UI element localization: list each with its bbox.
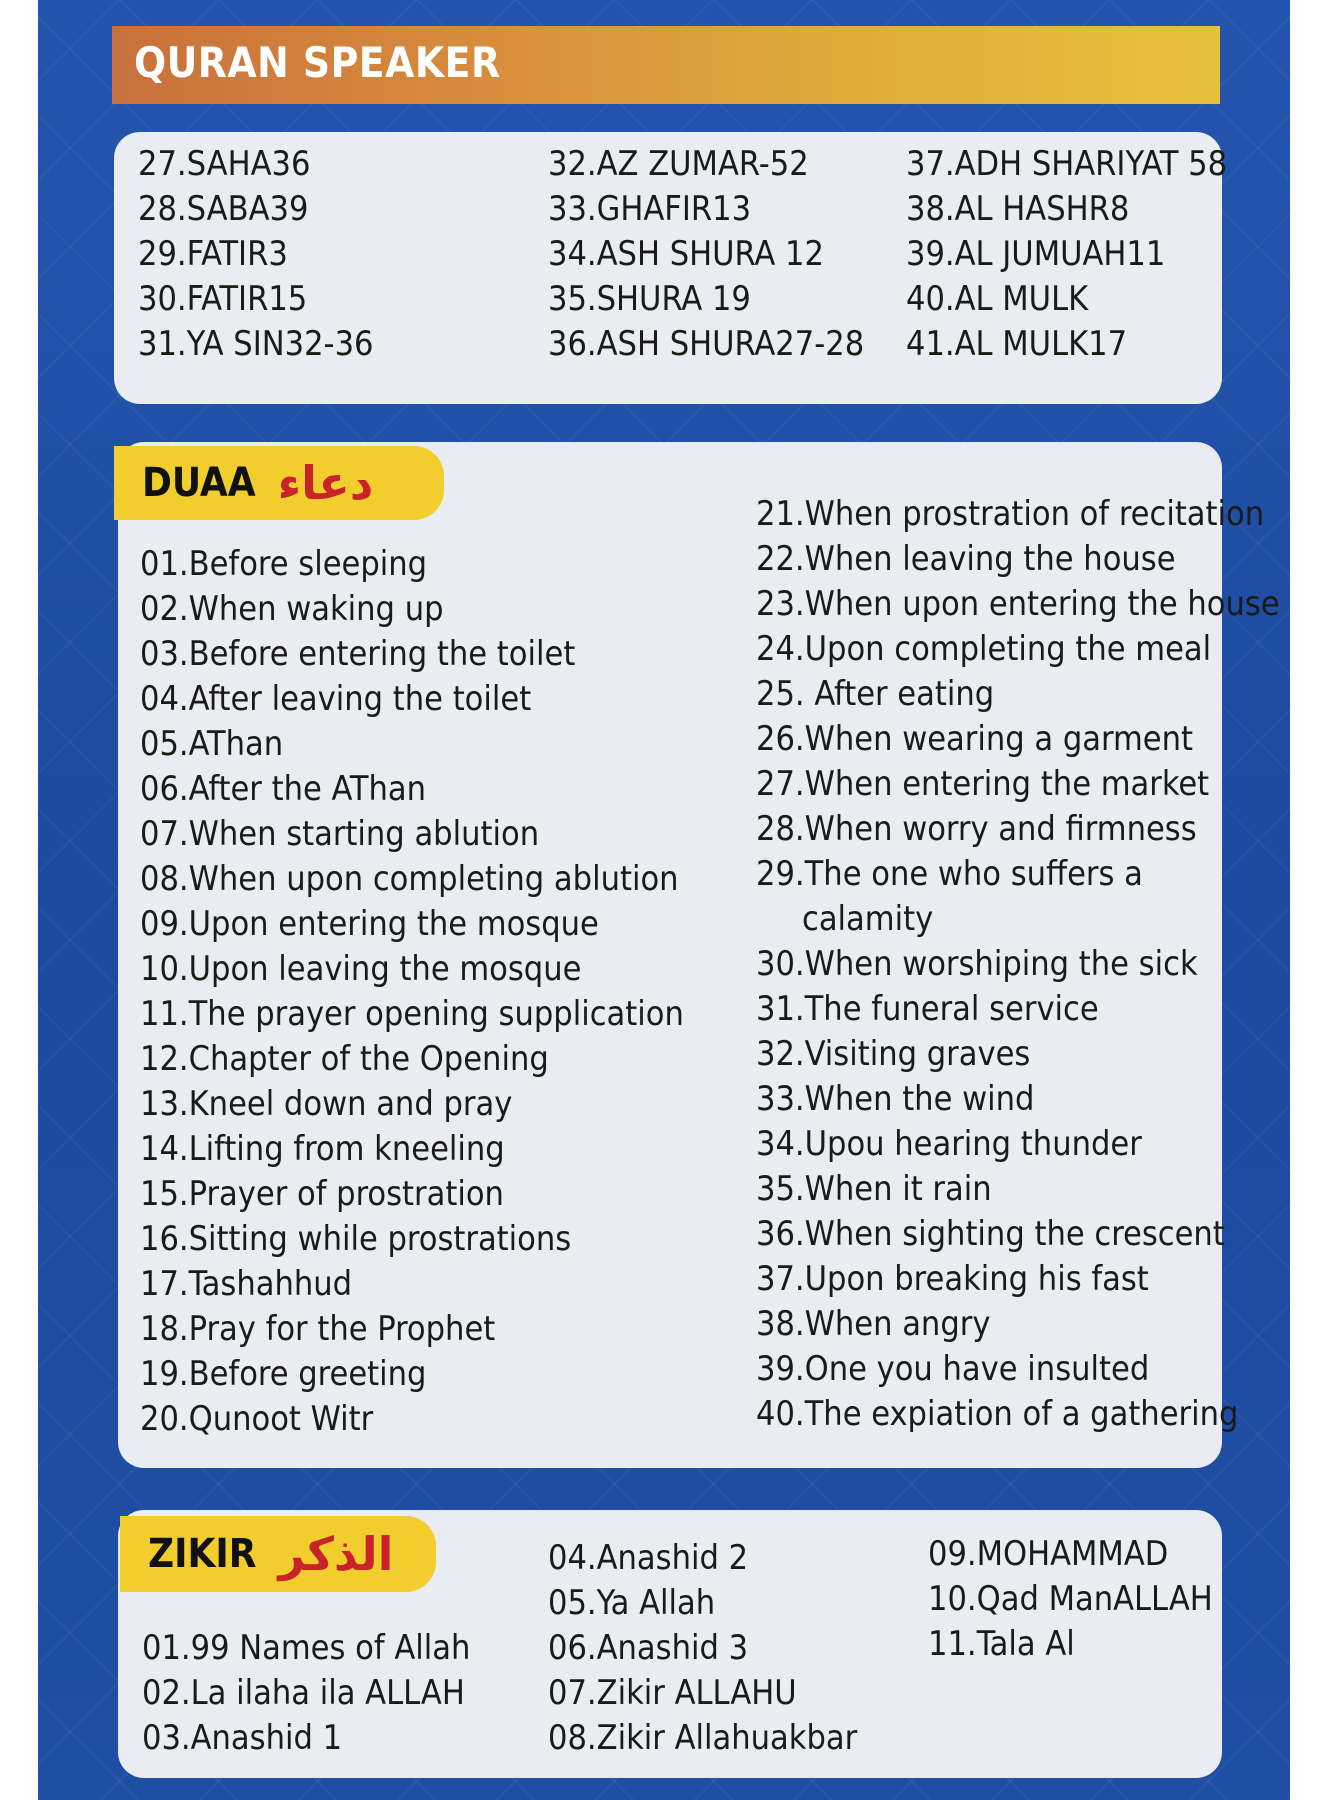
list-item: 30.When worshiping the sick — [756, 944, 1198, 984]
list-item: 33.When the wind — [756, 1079, 1035, 1119]
list-item: 12.Chapter of the Opening — [140, 1039, 549, 1079]
list-item: 03.Before entering the toilet — [140, 634, 576, 674]
list-item: 31.YA SIN32-36 — [138, 324, 374, 364]
list-item: 02.When waking up — [140, 589, 444, 629]
list-item: 06.After the AThan — [140, 769, 426, 809]
page-title: QURAN SPEAKER — [134, 38, 501, 87]
list-item: 13.Kneel down and pray — [140, 1084, 513, 1124]
list-item: 31.The funeral service — [756, 989, 1099, 1029]
list-item: 23.When upon entering the house — [756, 584, 1280, 624]
list-item: 36.ASH SHURA27-28 — [548, 324, 865, 364]
list-item: 41.AL MULK17 — [906, 324, 1128, 364]
list-item: 19.Before greeting — [140, 1354, 427, 1394]
zikir-col-1 — [142, 1626, 470, 1761]
duaa-col-1 — [140, 542, 684, 1442]
zikir-col-3 — [928, 1532, 1213, 1667]
list-item: 14.Lifting from kneeling — [140, 1129, 505, 1169]
list-item: 09.MOHAMMAD — [928, 1534, 1169, 1574]
list-item: 01.Before sleeping — [140, 544, 428, 584]
list-item: 26.When wearing a garment — [756, 719, 1193, 759]
list-item: 15.Prayer of prostration — [140, 1174, 504, 1214]
list-item: 29.FATIR3 — [138, 234, 288, 274]
list-item: 34.Upou hearing thunder — [756, 1124, 1142, 1164]
list-item: 08.When upon completing ablution — [140, 859, 679, 899]
leaflet-card — [38, 0, 1290, 1800]
list-item: 11.Tala Al — [928, 1624, 1075, 1664]
list-item: 01.99 Names of Allah — [142, 1628, 471, 1668]
list-item: 28.When worry and firmness — [756, 809, 1197, 849]
list-item: 05.AThan — [140, 724, 284, 764]
list-item: 07.Zikir ALLAHU — [548, 1673, 797, 1713]
list-item: 32.AZ ZUMAR-52 — [548, 144, 809, 184]
zikir-arabic-label: الذكر — [278, 1527, 394, 1581]
list-item: 37.Upon breaking his fast — [756, 1259, 1149, 1299]
list-item: 04.Anashid 2 — [548, 1538, 749, 1578]
list-item: 35.SHURA 19 — [548, 279, 751, 319]
list-item: 28.SABA39 — [138, 189, 309, 229]
list-item: 24.Upon completing the meal — [756, 629, 1212, 669]
zikir-label: ZIKIR — [148, 1531, 257, 1577]
list-item: 11.The prayer opening supplication — [140, 994, 684, 1034]
zikir-section-tag — [120, 1516, 436, 1592]
list-item: 10.Qad ManALLAH — [928, 1579, 1213, 1619]
title-banner — [112, 26, 1220, 104]
quran-col-1 — [138, 142, 373, 367]
list-item: 04.After leaving the toilet — [140, 679, 532, 719]
zikir-col-2 — [548, 1536, 857, 1761]
list-item: 03.Anashid 1 — [142, 1718, 343, 1758]
list-item: 40.AL MULK — [906, 279, 1089, 319]
list-item: 21.When prostration of recitation — [756, 494, 1265, 534]
list-item: 02.La ilaha ila ALLAH — [142, 1673, 465, 1713]
list-item: 05.Ya Allah — [548, 1583, 716, 1623]
list-item: 17.Tashahhud — [140, 1264, 353, 1304]
duaa-arabic-label: دعاء — [277, 456, 374, 510]
quran-col-2 — [548, 142, 864, 367]
duaa-col-2 — [756, 492, 1280, 1437]
list-item: 25. After eating — [756, 674, 995, 714]
quran-panel — [114, 132, 1228, 404]
list-item: 10.Upon leaving the mosque — [140, 949, 582, 989]
quran-col-3 — [906, 142, 1227, 367]
list-item: 39.One you have insulted — [756, 1349, 1150, 1389]
list-item: 37.ADH SHARIYAT 58 — [906, 144, 1228, 184]
list-item: 07.When starting ablution — [140, 814, 540, 854]
list-item: 27.SAHA36 — [138, 144, 311, 184]
list-item: 06.Anashid 3 — [548, 1628, 749, 1668]
list-item: 30.FATIR15 — [138, 279, 308, 319]
list-item: 36.When sighting the crescent — [756, 1214, 1225, 1254]
list-item: 16.Sitting while prostrations — [140, 1219, 572, 1259]
list-item: 22.When leaving the house — [756, 539, 1176, 579]
list-item: 38.When angry — [756, 1304, 991, 1344]
list-item: 39.AL JUMUAH11 — [906, 234, 1166, 274]
list-item: 08.Zikir Allahuakbar — [548, 1718, 858, 1758]
list-item: 18.Pray for the Prophet — [140, 1309, 496, 1349]
list-item: 09.Upon entering the mosque — [140, 904, 599, 944]
list-item: 29.The one who suffers a — [756, 854, 1143, 894]
list-item: 34.ASH SHURA 12 — [548, 234, 824, 274]
list-item: 35.When it rain — [756, 1169, 992, 1209]
duaa-label: DUAA — [142, 460, 256, 506]
list-item: 20.Qunoot Witr — [140, 1399, 374, 1439]
list-item: 38.AL HASHR8 — [906, 189, 1130, 229]
list-item-continuation: calamity — [802, 899, 934, 939]
list-item: 27.When entering the market — [756, 764, 1210, 804]
list-item: 32.Visiting graves — [756, 1034, 1031, 1074]
duaa-panel — [118, 442, 1280, 1468]
duaa-section-tag — [114, 446, 444, 520]
list-item: 33.GHAFIR13 — [548, 189, 752, 229]
list-item: 40.The expiation of a gathering — [756, 1394, 1239, 1434]
